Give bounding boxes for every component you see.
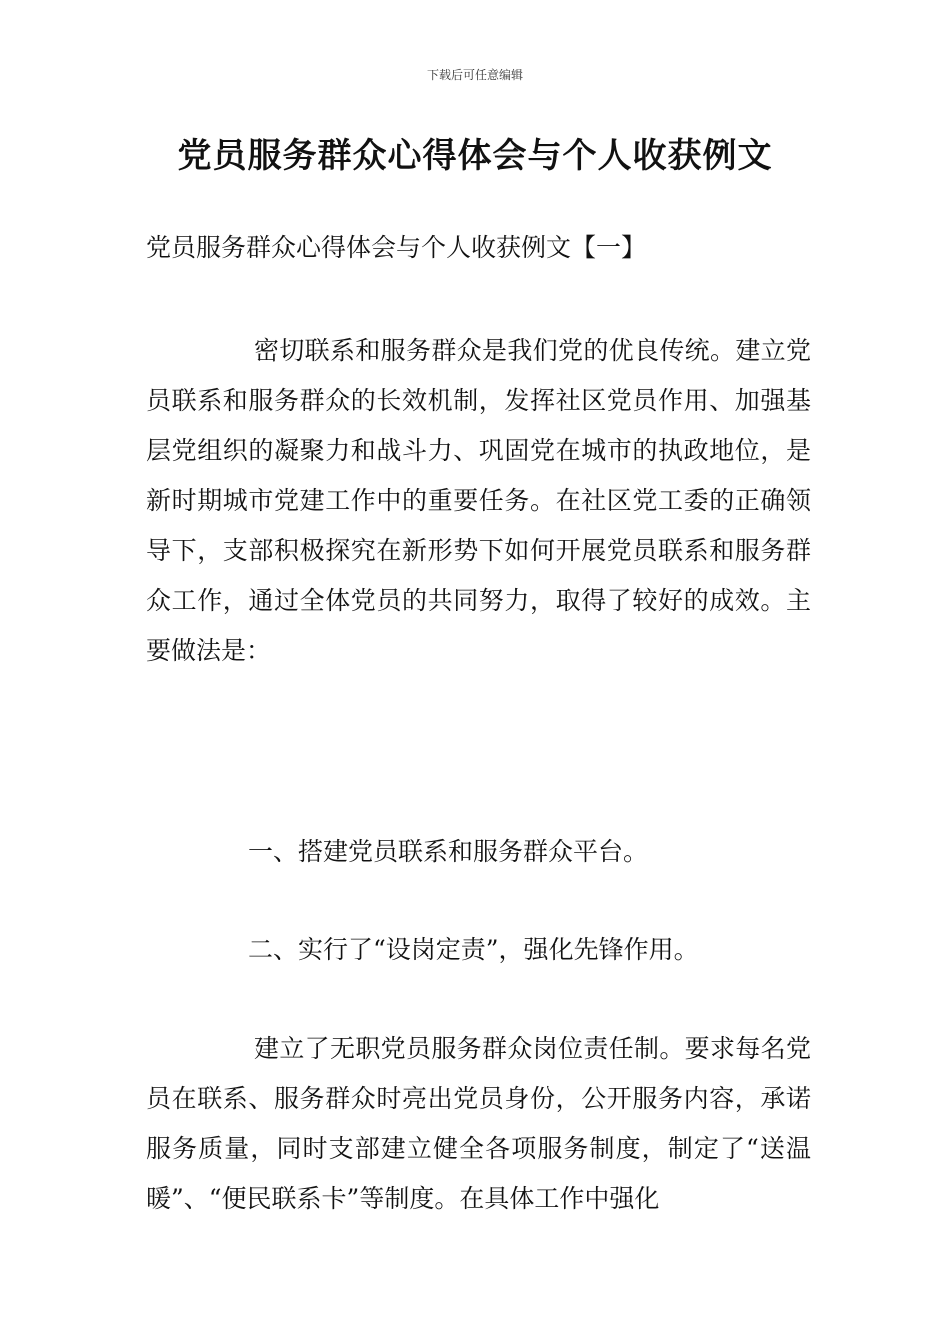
document-title: 党员服务群众心得体会与个人收获例文 xyxy=(177,136,773,176)
header-note: 下载后可任意编辑 xyxy=(426,68,523,82)
point-one: 一、搭建党员联系和服务群众平台。 xyxy=(248,837,649,866)
paragraph-intro: 密切联系和服务群众是我们党的优良传统。建立党员联系和服务群众的长效机制，发挥社区党员作用、加强基层党组织的凝聚力和战斗力、巩固党在城市的执政地位，是新时期城市党建工作中的重要任务。在社区党工委的正确领导下，支部积极探究在新形势下如何开展党员联系和服务群众工作，通过全体党员的共同努力，取得了较好的成效。主要做法是： xyxy=(146,336,811,665)
section-heading: 党员服务群众心得体会与个人收获例文【一】 xyxy=(146,233,647,262)
paragraph-responsibility: 建立了无职党员服务群众岗位责任制。要求每名党员在联系、服务群众时亮出党员身份，公开服务内容，承诺服务质量，同时支部建立健全各项服务制度，制定了“送温暖”、“便民联系卡”等制度。在具体工作中强化 xyxy=(146,1034,811,1213)
point-two: 二、实行了“设岗定责”，强化先锋作用。 xyxy=(248,935,699,964)
